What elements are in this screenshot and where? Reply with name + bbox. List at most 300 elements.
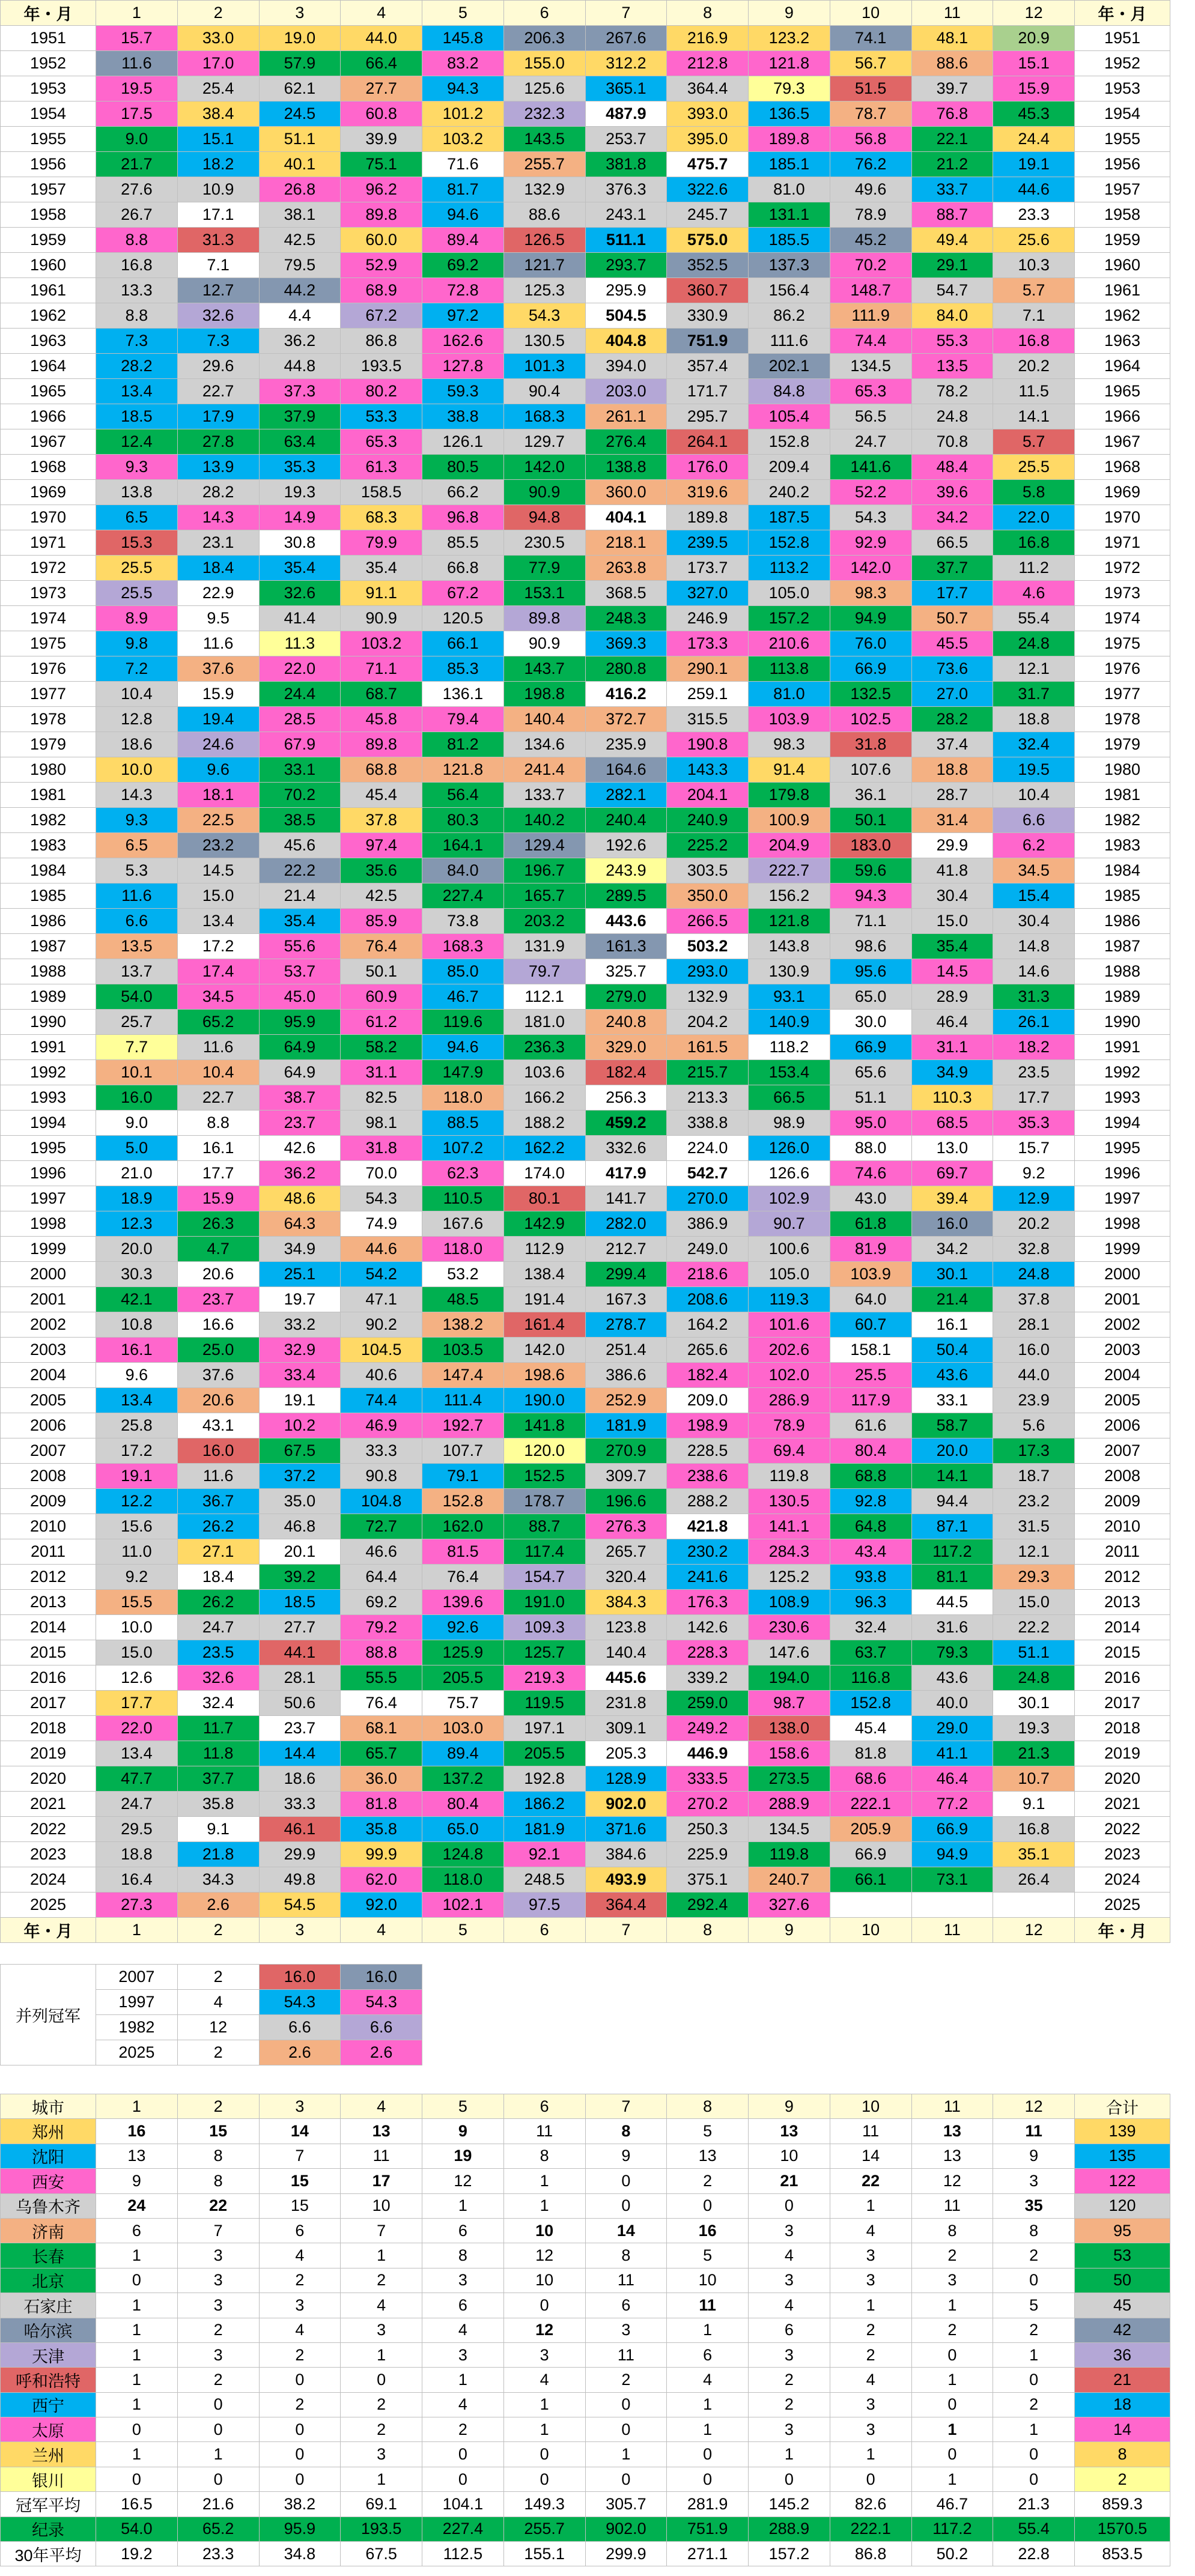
city-total: 42 bbox=[1075, 2318, 1170, 2342]
rain-cell: 82.5 bbox=[341, 1085, 422, 1111]
year-label: 2013 bbox=[1075, 1590, 1170, 1615]
rain-cell: 90.2 bbox=[341, 1312, 422, 1338]
rain-cell: 108.9 bbox=[749, 1590, 830, 1615]
rain-cell: 325.7 bbox=[585, 959, 667, 984]
rain-cell: 152.8 bbox=[749, 429, 830, 455]
rain-cell: 205.3 bbox=[585, 1741, 667, 1766]
city-name: 沈阳 bbox=[1, 2144, 96, 2168]
champion-count: 6 bbox=[585, 2293, 667, 2318]
rain-cell: 96.3 bbox=[830, 1590, 911, 1615]
year-row bbox=[1, 682, 1170, 707]
rain-cell: 25.1 bbox=[259, 1262, 341, 1287]
rain-cell: 55.3 bbox=[911, 329, 993, 354]
rain-cell: 332.6 bbox=[585, 1136, 667, 1161]
champion-count: 3 bbox=[177, 2268, 259, 2293]
rain-cell: 18.8 bbox=[993, 707, 1075, 732]
city-row bbox=[1, 2417, 1170, 2442]
rain-cell: 79.7 bbox=[503, 959, 585, 984]
rain-cell: 121.8 bbox=[422, 757, 504, 783]
rain-cell: 26.8 bbox=[259, 177, 341, 202]
year-label: 2021 bbox=[1, 1792, 96, 1817]
rain-cell: 205.5 bbox=[503, 1741, 585, 1766]
year-label: 2025 bbox=[1, 1893, 96, 1918]
rain-cell: 256.3 bbox=[585, 1085, 667, 1111]
rank-header-cell: 2 bbox=[177, 2094, 259, 2119]
rain-cell: 28.2 bbox=[96, 354, 178, 379]
champion-count: 6 bbox=[96, 2218, 178, 2243]
year-row bbox=[1, 1665, 1170, 1691]
champion-count: 5 bbox=[667, 2119, 749, 2144]
rain-cell: 11.3 bbox=[259, 631, 341, 656]
rain-cell: 161.3 bbox=[585, 934, 667, 959]
champion-count: 22 bbox=[177, 2193, 259, 2218]
rain-cell: 25.7 bbox=[96, 1010, 178, 1035]
rain-cell: 475.7 bbox=[667, 152, 749, 177]
rain-cell: 168.3 bbox=[503, 404, 585, 429]
year-row bbox=[1, 1363, 1170, 1388]
rain-cell: 27.8 bbox=[177, 429, 259, 455]
city-name: 西宁 bbox=[1, 2392, 96, 2417]
rain-cell: 13.0 bbox=[911, 1136, 993, 1161]
rain-cell: 130.9 bbox=[749, 959, 830, 984]
rain-cell: 26.1 bbox=[993, 1010, 1075, 1035]
rain-cell: 92.9 bbox=[830, 530, 911, 556]
summary-value: 104.1 bbox=[422, 2492, 504, 2517]
year-label: 2001 bbox=[1075, 1287, 1170, 1312]
champion-count: 0 bbox=[177, 2392, 259, 2417]
rain-cell: 24.8 bbox=[911, 404, 993, 429]
rain-cell: 44.0 bbox=[993, 1363, 1075, 1388]
rain-cell: 19.1 bbox=[96, 1464, 178, 1489]
rain-cell: 143.8 bbox=[749, 934, 830, 959]
year-row bbox=[1, 606, 1170, 631]
year-row bbox=[1, 707, 1170, 732]
rain-cell: 79.2 bbox=[341, 1615, 422, 1640]
champion-count: 14 bbox=[830, 2144, 911, 2168]
rain-cell: 37.7 bbox=[911, 556, 993, 581]
champion-count: 12 bbox=[911, 2169, 993, 2193]
year-label: 1951 bbox=[1, 26, 96, 51]
rain-cell: 111.6 bbox=[749, 329, 830, 354]
rain-cell: 102.9 bbox=[749, 1186, 830, 1211]
rain-cell: 19.5 bbox=[993, 757, 1075, 783]
rain-cell: 15.7 bbox=[993, 1136, 1075, 1161]
rain-cell: 96.8 bbox=[422, 505, 504, 530]
rain-cell: 119.8 bbox=[749, 1464, 830, 1489]
rain-cell: 26.7 bbox=[96, 202, 178, 228]
summary-total: 1570.5 bbox=[1075, 2517, 1170, 2541]
rain-cell: 25.5 bbox=[830, 1363, 911, 1388]
rain-cell: 10.0 bbox=[96, 757, 178, 783]
rain-cell: 35.6 bbox=[341, 858, 422, 883]
year-label: 2002 bbox=[1075, 1312, 1170, 1338]
rain-cell: 27.0 bbox=[911, 682, 993, 707]
year-label: 1979 bbox=[1075, 732, 1170, 757]
rain-cell: 81.8 bbox=[341, 1792, 422, 1817]
header-cell: 6 bbox=[503, 1, 585, 26]
year-label: 2006 bbox=[1, 1413, 96, 1438]
rain-cell: 89.4 bbox=[422, 1741, 504, 1766]
rain-cell: 205.9 bbox=[830, 1817, 911, 1842]
summary-label: 冠军平均 bbox=[1, 2492, 96, 2517]
rain-cell: 13.4 bbox=[96, 1741, 178, 1766]
year-label: 1952 bbox=[1075, 51, 1170, 76]
rain-cell: 68.8 bbox=[341, 757, 422, 783]
rain-cell: 218.6 bbox=[667, 1262, 749, 1287]
rain-cell: 104.8 bbox=[341, 1489, 422, 1514]
rain-cell: 222.7 bbox=[749, 858, 830, 883]
rain-cell: 15.0 bbox=[911, 909, 993, 934]
rain-cell: 152.8 bbox=[749, 530, 830, 556]
rain-cell: 37.3 bbox=[259, 379, 341, 404]
champion-count: 3 bbox=[422, 2268, 504, 2293]
champion-count: 0 bbox=[585, 2169, 667, 2193]
rain-cell: 117.2 bbox=[911, 1539, 993, 1565]
year-label: 2008 bbox=[1075, 1464, 1170, 1489]
rain-cell: 148.7 bbox=[830, 278, 911, 303]
header-cell: 2 bbox=[177, 1, 259, 26]
rain-cell: 84.0 bbox=[911, 303, 993, 329]
city-name: 乌鲁木齐 bbox=[1, 2193, 96, 2218]
year-label: 1989 bbox=[1, 984, 96, 1010]
rain-cell: 190.0 bbox=[503, 1388, 585, 1413]
rain-cell: 94.6 bbox=[422, 202, 504, 228]
champion-count: 3 bbox=[341, 2442, 422, 2467]
rain-cell: 9.1 bbox=[177, 1817, 259, 1842]
city-name: 天津 bbox=[1, 2342, 96, 2367]
rain-cell: 80.3 bbox=[422, 808, 504, 833]
rank-header-cell: 10 bbox=[830, 2094, 911, 2119]
year-label: 1998 bbox=[1, 1211, 96, 1237]
champion-count: 21 bbox=[749, 2169, 830, 2193]
rain-cell: 61.3 bbox=[341, 455, 422, 480]
year-label: 1977 bbox=[1075, 682, 1170, 707]
rain-cell: 30.8 bbox=[259, 530, 341, 556]
year-label: 2007 bbox=[1, 1438, 96, 1464]
rain-cell: 417.9 bbox=[585, 1161, 667, 1186]
champion-count: 1 bbox=[341, 2467, 422, 2491]
rain-cell: 309.7 bbox=[585, 1464, 667, 1489]
tie-value: 2.6 bbox=[259, 2040, 341, 2065]
rain-cell: 365.1 bbox=[585, 76, 667, 102]
rain-cell: 230.2 bbox=[667, 1539, 749, 1565]
rain-cell: 46.4 bbox=[911, 1766, 993, 1792]
champion-count: 1 bbox=[422, 2193, 504, 2218]
year-row bbox=[1, 757, 1170, 783]
rain-cell: 9.8 bbox=[96, 631, 178, 656]
tie-month: 4 bbox=[177, 1990, 259, 2015]
rain-cell: 238.6 bbox=[667, 1464, 749, 1489]
rain-cell: 2.6 bbox=[177, 1893, 259, 1918]
rain-cell: 240.4 bbox=[585, 808, 667, 833]
rain-cell: 90.4 bbox=[503, 379, 585, 404]
champion-count: 0 bbox=[585, 2467, 667, 2491]
rain-cell: 32.4 bbox=[830, 1615, 911, 1640]
year-label: 1977 bbox=[1, 682, 96, 707]
year-label: 1983 bbox=[1, 833, 96, 858]
champion-count: 14 bbox=[259, 2119, 341, 2144]
year-row bbox=[1, 1842, 1170, 1867]
rain-cell: 17.5 bbox=[96, 102, 178, 127]
rain-cell: 125.6 bbox=[503, 76, 585, 102]
champion-count: 1 bbox=[96, 2243, 178, 2268]
rain-cell: 81.0 bbox=[749, 177, 830, 202]
rain-cell: 11.6 bbox=[177, 1464, 259, 1489]
rain-cell: 282.1 bbox=[585, 783, 667, 808]
rain-cell: 86.8 bbox=[341, 329, 422, 354]
rain-cell: 40.6 bbox=[341, 1363, 422, 1388]
city-total: 36 bbox=[1075, 2342, 1170, 2367]
rain-cell: 66.1 bbox=[422, 631, 504, 656]
rain-cell: 21.7 bbox=[96, 152, 178, 177]
rain-cell: 98.9 bbox=[749, 1111, 830, 1136]
champion-count: 3 bbox=[503, 2342, 585, 2367]
champion-count: 4 bbox=[341, 2293, 422, 2318]
rain-cell bbox=[993, 1893, 1075, 1918]
champion-count: 0 bbox=[259, 2467, 341, 2491]
rain-cell: 13.9 bbox=[177, 455, 259, 480]
rain-cell: 36.2 bbox=[259, 1161, 341, 1186]
rain-cell: 13.3 bbox=[96, 278, 178, 303]
rain-cell: 118.0 bbox=[422, 1085, 504, 1111]
rain-cell: 78.9 bbox=[830, 202, 911, 228]
year-row bbox=[1, 1237, 1170, 1262]
rain-cell: 17.7 bbox=[96, 1691, 178, 1716]
rain-cell: 30.4 bbox=[993, 909, 1075, 934]
champion-count: 1 bbox=[830, 2442, 911, 2467]
rain-cell: 73.8 bbox=[422, 909, 504, 934]
rain-cell: 18.8 bbox=[96, 1842, 178, 1867]
rain-cell: 105.0 bbox=[749, 581, 830, 606]
rain-cell: 26.3 bbox=[177, 1211, 259, 1237]
rain-cell: 36.0 bbox=[341, 1766, 422, 1792]
rain-cell: 261.1 bbox=[585, 404, 667, 429]
rain-cell: 143.3 bbox=[667, 757, 749, 783]
rain-cell bbox=[830, 1893, 911, 1918]
rain-cell: 49.6 bbox=[830, 177, 911, 202]
rain-cell: 131.9 bbox=[503, 934, 585, 959]
rain-cell: 292.4 bbox=[667, 1893, 749, 1918]
rain-cell: 85.9 bbox=[341, 909, 422, 934]
rain-cell: 35.3 bbox=[993, 1111, 1075, 1136]
rain-cell: 15.0 bbox=[993, 1590, 1075, 1615]
rain-cell: 241.6 bbox=[667, 1565, 749, 1590]
rain-cell: 315.5 bbox=[667, 707, 749, 732]
champion-count: 13 bbox=[667, 2144, 749, 2168]
year-label: 1982 bbox=[1, 808, 96, 833]
year-label: 1976 bbox=[1, 656, 96, 682]
year-label: 1972 bbox=[1075, 556, 1170, 581]
rain-cell: 28.1 bbox=[259, 1665, 341, 1691]
champion-count: 11 bbox=[993, 2119, 1075, 2144]
rain-cell: 22.2 bbox=[993, 1615, 1075, 1640]
rain-cell: 44.0 bbox=[341, 26, 422, 51]
champion-count: 6 bbox=[749, 2318, 830, 2342]
rain-cell: 173.7 bbox=[667, 556, 749, 581]
rain-cell: 35.4 bbox=[341, 556, 422, 581]
rain-cell: 43.6 bbox=[911, 1363, 993, 1388]
rain-cell: 225.2 bbox=[667, 833, 749, 858]
rain-cell: 29.9 bbox=[259, 1842, 341, 1867]
year-row bbox=[1, 883, 1170, 909]
rain-cell: 44.5 bbox=[911, 1590, 993, 1615]
champion-count: 11 bbox=[667, 2293, 749, 2318]
rain-cell: 203.0 bbox=[585, 379, 667, 404]
rain-cell: 142.0 bbox=[503, 1338, 585, 1363]
rain-cell: 74.6 bbox=[830, 1161, 911, 1186]
rain-cell: 102.1 bbox=[422, 1893, 504, 1918]
rain-cell: 37.6 bbox=[177, 1363, 259, 1388]
footer-cell: 6 bbox=[503, 1918, 585, 1943]
year-label: 1954 bbox=[1075, 102, 1170, 127]
footer-cell: 8 bbox=[667, 1918, 749, 1943]
rain-cell: 35.8 bbox=[341, 1817, 422, 1842]
champion-count: 15 bbox=[177, 2119, 259, 2144]
champion-count: 3 bbox=[830, 2268, 911, 2293]
rain-cell: 88.7 bbox=[911, 202, 993, 228]
rain-cell: 31.1 bbox=[341, 1060, 422, 1085]
rain-cell: 125.9 bbox=[422, 1640, 504, 1665]
footer-cell: 1 bbox=[96, 1918, 178, 1943]
rain-cell: 21.2 bbox=[911, 152, 993, 177]
tie-year: 2007 bbox=[96, 1965, 178, 1990]
year-label: 2009 bbox=[1075, 1489, 1170, 1514]
champion-count: 0 bbox=[667, 2442, 749, 2467]
rain-cell: 58.2 bbox=[341, 1035, 422, 1060]
year-row bbox=[1, 959, 1170, 984]
year-row bbox=[1, 1539, 1170, 1565]
rain-cell: 132.9 bbox=[667, 984, 749, 1010]
rain-cell: 25.5 bbox=[96, 556, 178, 581]
rain-cell: 12.4 bbox=[96, 429, 178, 455]
rain-cell: 54.7 bbox=[911, 278, 993, 303]
rank-header-cell: 3 bbox=[259, 2094, 341, 2119]
rain-cell: 59.3 bbox=[422, 379, 504, 404]
champion-count: 0 bbox=[96, 2268, 178, 2293]
rain-cell: 327.0 bbox=[667, 581, 749, 606]
rain-cell: 504.5 bbox=[585, 303, 667, 329]
rain-cell: 50.6 bbox=[259, 1691, 341, 1716]
rain-cell: 81.9 bbox=[830, 1237, 911, 1262]
rain-cell: 79.3 bbox=[749, 76, 830, 102]
champion-count: 4 bbox=[503, 2368, 585, 2392]
rain-cell: 94.6 bbox=[422, 1035, 504, 1060]
year-label: 1985 bbox=[1075, 883, 1170, 909]
rain-cell: 39.6 bbox=[911, 480, 993, 505]
rain-cell: 5.7 bbox=[993, 429, 1075, 455]
champion-count: 0 bbox=[503, 2467, 585, 2491]
rain-cell: 29.0 bbox=[911, 1716, 993, 1741]
year-label: 1991 bbox=[1075, 1035, 1170, 1060]
champion-count: 1 bbox=[96, 2293, 178, 2318]
rain-cell: 18.8 bbox=[911, 757, 993, 783]
rain-cell: 239.5 bbox=[667, 530, 749, 556]
year-label: 2001 bbox=[1, 1287, 96, 1312]
rain-cell: 259.0 bbox=[667, 1691, 749, 1716]
rain-cell: 20.6 bbox=[177, 1262, 259, 1287]
rain-cell: 15.4 bbox=[993, 883, 1075, 909]
rain-cell: 360.7 bbox=[667, 278, 749, 303]
rain-cell: 118.2 bbox=[749, 1035, 830, 1060]
year-row bbox=[1, 909, 1170, 934]
rain-cell: 11.6 bbox=[177, 631, 259, 656]
rain-cell: 103.5 bbox=[422, 1338, 504, 1363]
rain-cell: 56.7 bbox=[830, 51, 911, 76]
champion-count: 3 bbox=[911, 2268, 993, 2293]
champion-count: 15 bbox=[259, 2193, 341, 2218]
year-label: 1980 bbox=[1, 757, 96, 783]
year-label: 1967 bbox=[1, 429, 96, 455]
rain-cell: 87.1 bbox=[911, 1514, 993, 1539]
rain-cell: 141.8 bbox=[503, 1413, 585, 1438]
rain-cell: 31.5 bbox=[993, 1514, 1075, 1539]
rain-cell: 20.1 bbox=[259, 1539, 341, 1565]
summary-value: 23.3 bbox=[177, 2542, 259, 2566]
rain-cell: 16.1 bbox=[177, 1136, 259, 1161]
champion-count: 1 bbox=[177, 2442, 259, 2467]
rain-cell: 393.0 bbox=[667, 102, 749, 127]
rain-cell: 18.5 bbox=[96, 404, 178, 429]
rain-cell: 319.6 bbox=[667, 480, 749, 505]
year-label: 1993 bbox=[1075, 1085, 1170, 1111]
champion-count: 8 bbox=[177, 2169, 259, 2193]
rain-cell: 143.5 bbox=[503, 127, 585, 152]
rain-cell: 61.6 bbox=[830, 1413, 911, 1438]
champion-count: 7 bbox=[177, 2218, 259, 2243]
year-row bbox=[1, 1287, 1170, 1312]
rain-cell: 13.4 bbox=[96, 379, 178, 404]
rain-cell: 17.3 bbox=[993, 1438, 1075, 1464]
rain-cell: 42.5 bbox=[341, 883, 422, 909]
rain-cell: 97.4 bbox=[341, 833, 422, 858]
rain-cell: 31.8 bbox=[830, 732, 911, 757]
year-row bbox=[1, 1590, 1170, 1615]
rain-cell: 23.7 bbox=[259, 1716, 341, 1741]
city-row bbox=[1, 2268, 1170, 2293]
year-row bbox=[1, 1085, 1170, 1111]
rain-cell: 204.9 bbox=[749, 833, 830, 858]
header-cell: 10 bbox=[830, 1, 911, 26]
rain-cell: 90.9 bbox=[341, 606, 422, 631]
rain-cell: 295.9 bbox=[585, 278, 667, 303]
rain-cell: 66.9 bbox=[911, 1817, 993, 1842]
summary-value: 222.1 bbox=[830, 2517, 911, 2541]
rain-cell: 39.9 bbox=[341, 127, 422, 152]
rain-cell: 243.9 bbox=[585, 858, 667, 883]
rain-cell: 290.1 bbox=[667, 656, 749, 682]
champion-count: 2 bbox=[749, 2392, 830, 2417]
rain-cell: 273.5 bbox=[749, 1766, 830, 1792]
rain-cell: 19.1 bbox=[993, 152, 1075, 177]
year-label: 1961 bbox=[1075, 278, 1170, 303]
champion-count: 2 bbox=[993, 2243, 1075, 2268]
year-label: 1963 bbox=[1, 329, 96, 354]
rain-cell: 251.4 bbox=[585, 1338, 667, 1363]
rain-cell: 77.9 bbox=[503, 556, 585, 581]
rain-cell: 31.3 bbox=[177, 228, 259, 253]
rain-cell: 182.4 bbox=[585, 1060, 667, 1085]
year-label: 1957 bbox=[1075, 177, 1170, 202]
rain-cell: 309.1 bbox=[585, 1716, 667, 1741]
champion-count: 0 bbox=[259, 2368, 341, 2392]
champion-count: 24 bbox=[96, 2193, 178, 2218]
rain-cell: 41.8 bbox=[911, 858, 993, 883]
rain-cell: 90.8 bbox=[341, 1464, 422, 1489]
rain-cell: 181.9 bbox=[503, 1817, 585, 1842]
rain-cell: 140.4 bbox=[503, 707, 585, 732]
rain-cell: 138.4 bbox=[503, 1262, 585, 1287]
rain-cell: 181.0 bbox=[503, 1010, 585, 1035]
